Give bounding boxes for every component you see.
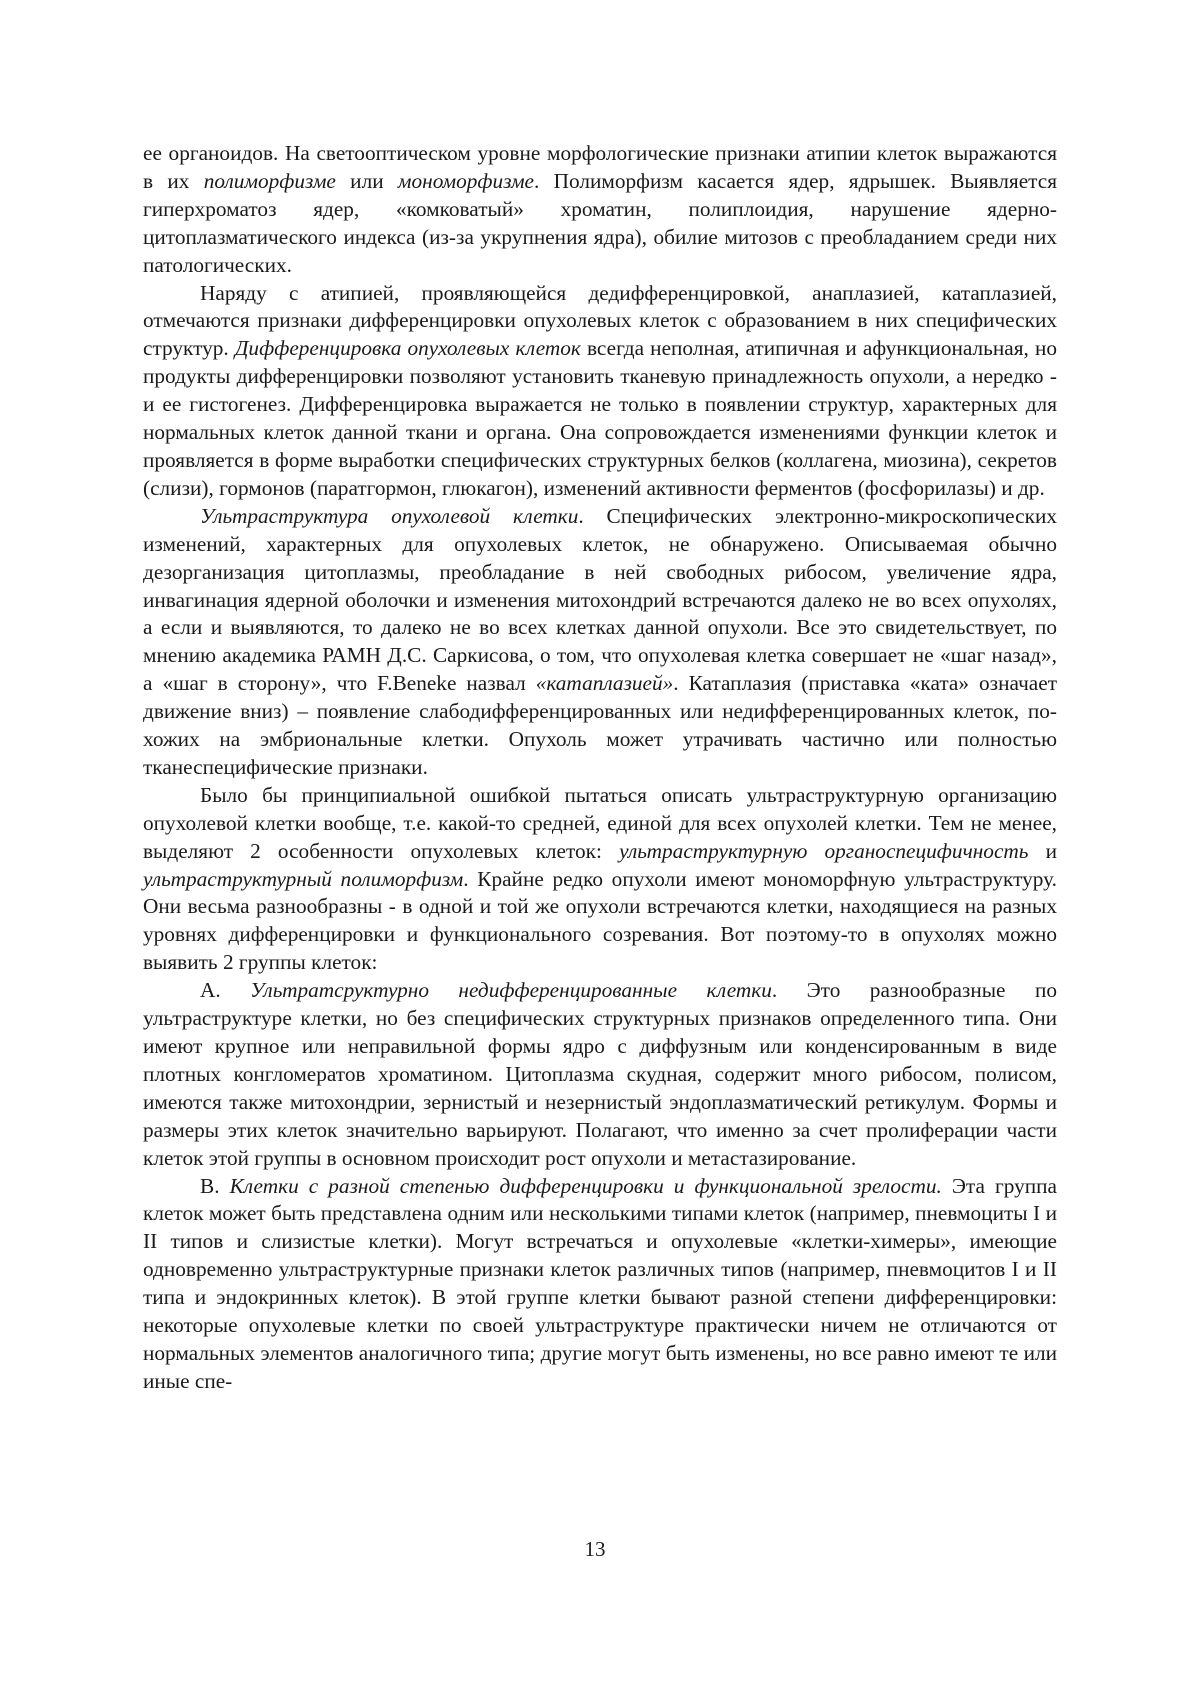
body-text bbox=[143, 140, 1057, 1396]
text-run: А. bbox=[200, 978, 251, 1003]
text-run: всегда неполная, атипичная и афункциональная, но продукты дифференцировки позволяют установить тканевую принадлежность опухоли, а нередко - и ее гистогенез. Дифференцировка выражается не только в появлении структур, характерных для нормальных клеток данной ткани и органа. Она сопровождается изменениями функции клеток и проявляется в форме выработки специфических структурных белков (коллагена, миозина), секретов (слизи), гормонов (паратгормон, глюкагон), изменений активности ферментов (фосфорилазы) и др. bbox=[143, 336, 1057, 500]
text-run: . Крайне редко опухоли имеют мономорфную ультраструктуру. Они весьма разнообразны - в одной и той же опухоли встречаются клетки, находящиеся на разных уровнях дифференцировки и функционального созревания. Вот поэтому-то в опухолях можно выявить 2 группы клеток: bbox=[143, 866, 1057, 975]
text-run: . Это разнообразные по ультраструктуре клетки, но без специфических структурных признаков определенного типа. Они имеют крупное или неправильной формы ядро с диффузным или конденсированным в виде плотных конгломератов хроматином. Цитоплазма скудная, содержит много рибосом, полисом, имеются также митохондрии, зернистый и незернистый эндоплазматический ретикулум. Формы и размеры этих клеток значительно варьируют. Полагают, что именно за счет пролиферации части клеток этой группы в основном происходит рост опухоли и метастазирование. bbox=[143, 978, 1057, 1170]
text-run: . Катаплазия (приставка «ката» означает движение вниз) – появление слабодифференцированных или недифференцированных клеток, похожих на эмбриональные клетки. Опухоль может утрачивать частично или полностью тканеспецифические признаки. bbox=[143, 671, 1057, 779]
italic-term: Дифференцировка опухолевых клеток bbox=[234, 336, 581, 361]
italic-term: Ультраструктура опухолевой клетки bbox=[200, 503, 579, 528]
text-run: ее органоидов. На светооптическом уровне морфологические признаки атипии клеток выражаются в их bbox=[143, 141, 1057, 193]
italic-term: мономорфизме bbox=[397, 168, 535, 193]
paragraph bbox=[143, 140, 1057, 280]
text-run: . Специфических электронно-микроскопических изменений, характерных для опухолевых клеток, не обнаружено. Описываемая обычно дезорганизация цитоплазмы, преобладание в ней свободных рибосом, увеличение ядра, инвагинация ядерной оболочки и изменения митохондрий встречаются далеко не во всех опухолях, а если и выявляются, то далеко не во всех клетках данной опухоли. Все это свидетельствует, по мнению академика РАМН Д.С. Саркисова, о том, что опухолевая клетка совершает не «шаг назад», а «шаг в сторону», что F.Beneke назвал bbox=[143, 503, 1057, 696]
italic-term: Ультратсруктурно недифференцированные клетки bbox=[250, 978, 772, 1003]
italic-term: Клетки с разной степенью дифференцировки и функциональной зрелости. bbox=[229, 1173, 942, 1198]
paragraph bbox=[143, 1173, 1057, 1396]
text-run: и bbox=[1028, 838, 1057, 863]
paragraph bbox=[143, 782, 1057, 977]
paragraph bbox=[143, 977, 1057, 1172]
text-run: Наряду с атипией, проявляющейся дедифференцировкой, анаплазией, катаплазией, отмечаются признаки дифференцировки опухолевых клеток с образованием в них специфических структур. bbox=[143, 280, 1057, 361]
italic-term: полиморфизме bbox=[203, 168, 336, 193]
italic-term: ультраструктурный полиморфизм bbox=[143, 866, 464, 891]
italic-term: ультраструктурную органоспецифичность bbox=[619, 838, 1029, 863]
text-run: или bbox=[335, 168, 398, 193]
text-run: . Полиморфизм касается ядер, ядрышек. Выявляется гиперхроматоз ядер, «комковатый» хроматин, полиплоидия, нарушение ядерно-цитоплазматического индекса (из-за укрупнения ядра), обилие митозов с преобладанием среди них патологических. bbox=[143, 168, 1057, 277]
text-run: В. bbox=[200, 1173, 230, 1198]
paragraph bbox=[143, 280, 1057, 503]
text-run: Эта группа клеток может быть представлена одним или несколькими типами клеток (например, пневмоциты I и II типов и слизистые клетки). Могут встречаться и опухолевые «клетки-химеры», имеющие одновременно ультраструктурные признаки клеток различных типов (например, пневмоцитов I и II типа и эндокринных клеток). В этой группе клетки бывают разной степени дифференцировки: некоторые опухолевые клетки по своей ультраструктуре практически ничем не отличаются от нормальных элементов аналогичного типа; другие могут быть изменены, но все равно имеют те или иные спе- bbox=[143, 1173, 1057, 1393]
text-run: Было бы принципиальной ошибкой пытаться описать ультраструктурную организацию опухолевой клетки вообще, т.е. какой-то средней, единой для всех опухолей клетки. Тем не менее, выделяют 2 особенности опухолевых клеток: bbox=[143, 782, 1057, 863]
paragraph bbox=[143, 503, 1057, 782]
italic-term: «катаплазией» bbox=[535, 671, 674, 696]
page-number: 13 bbox=[584, 1537, 606, 1561]
